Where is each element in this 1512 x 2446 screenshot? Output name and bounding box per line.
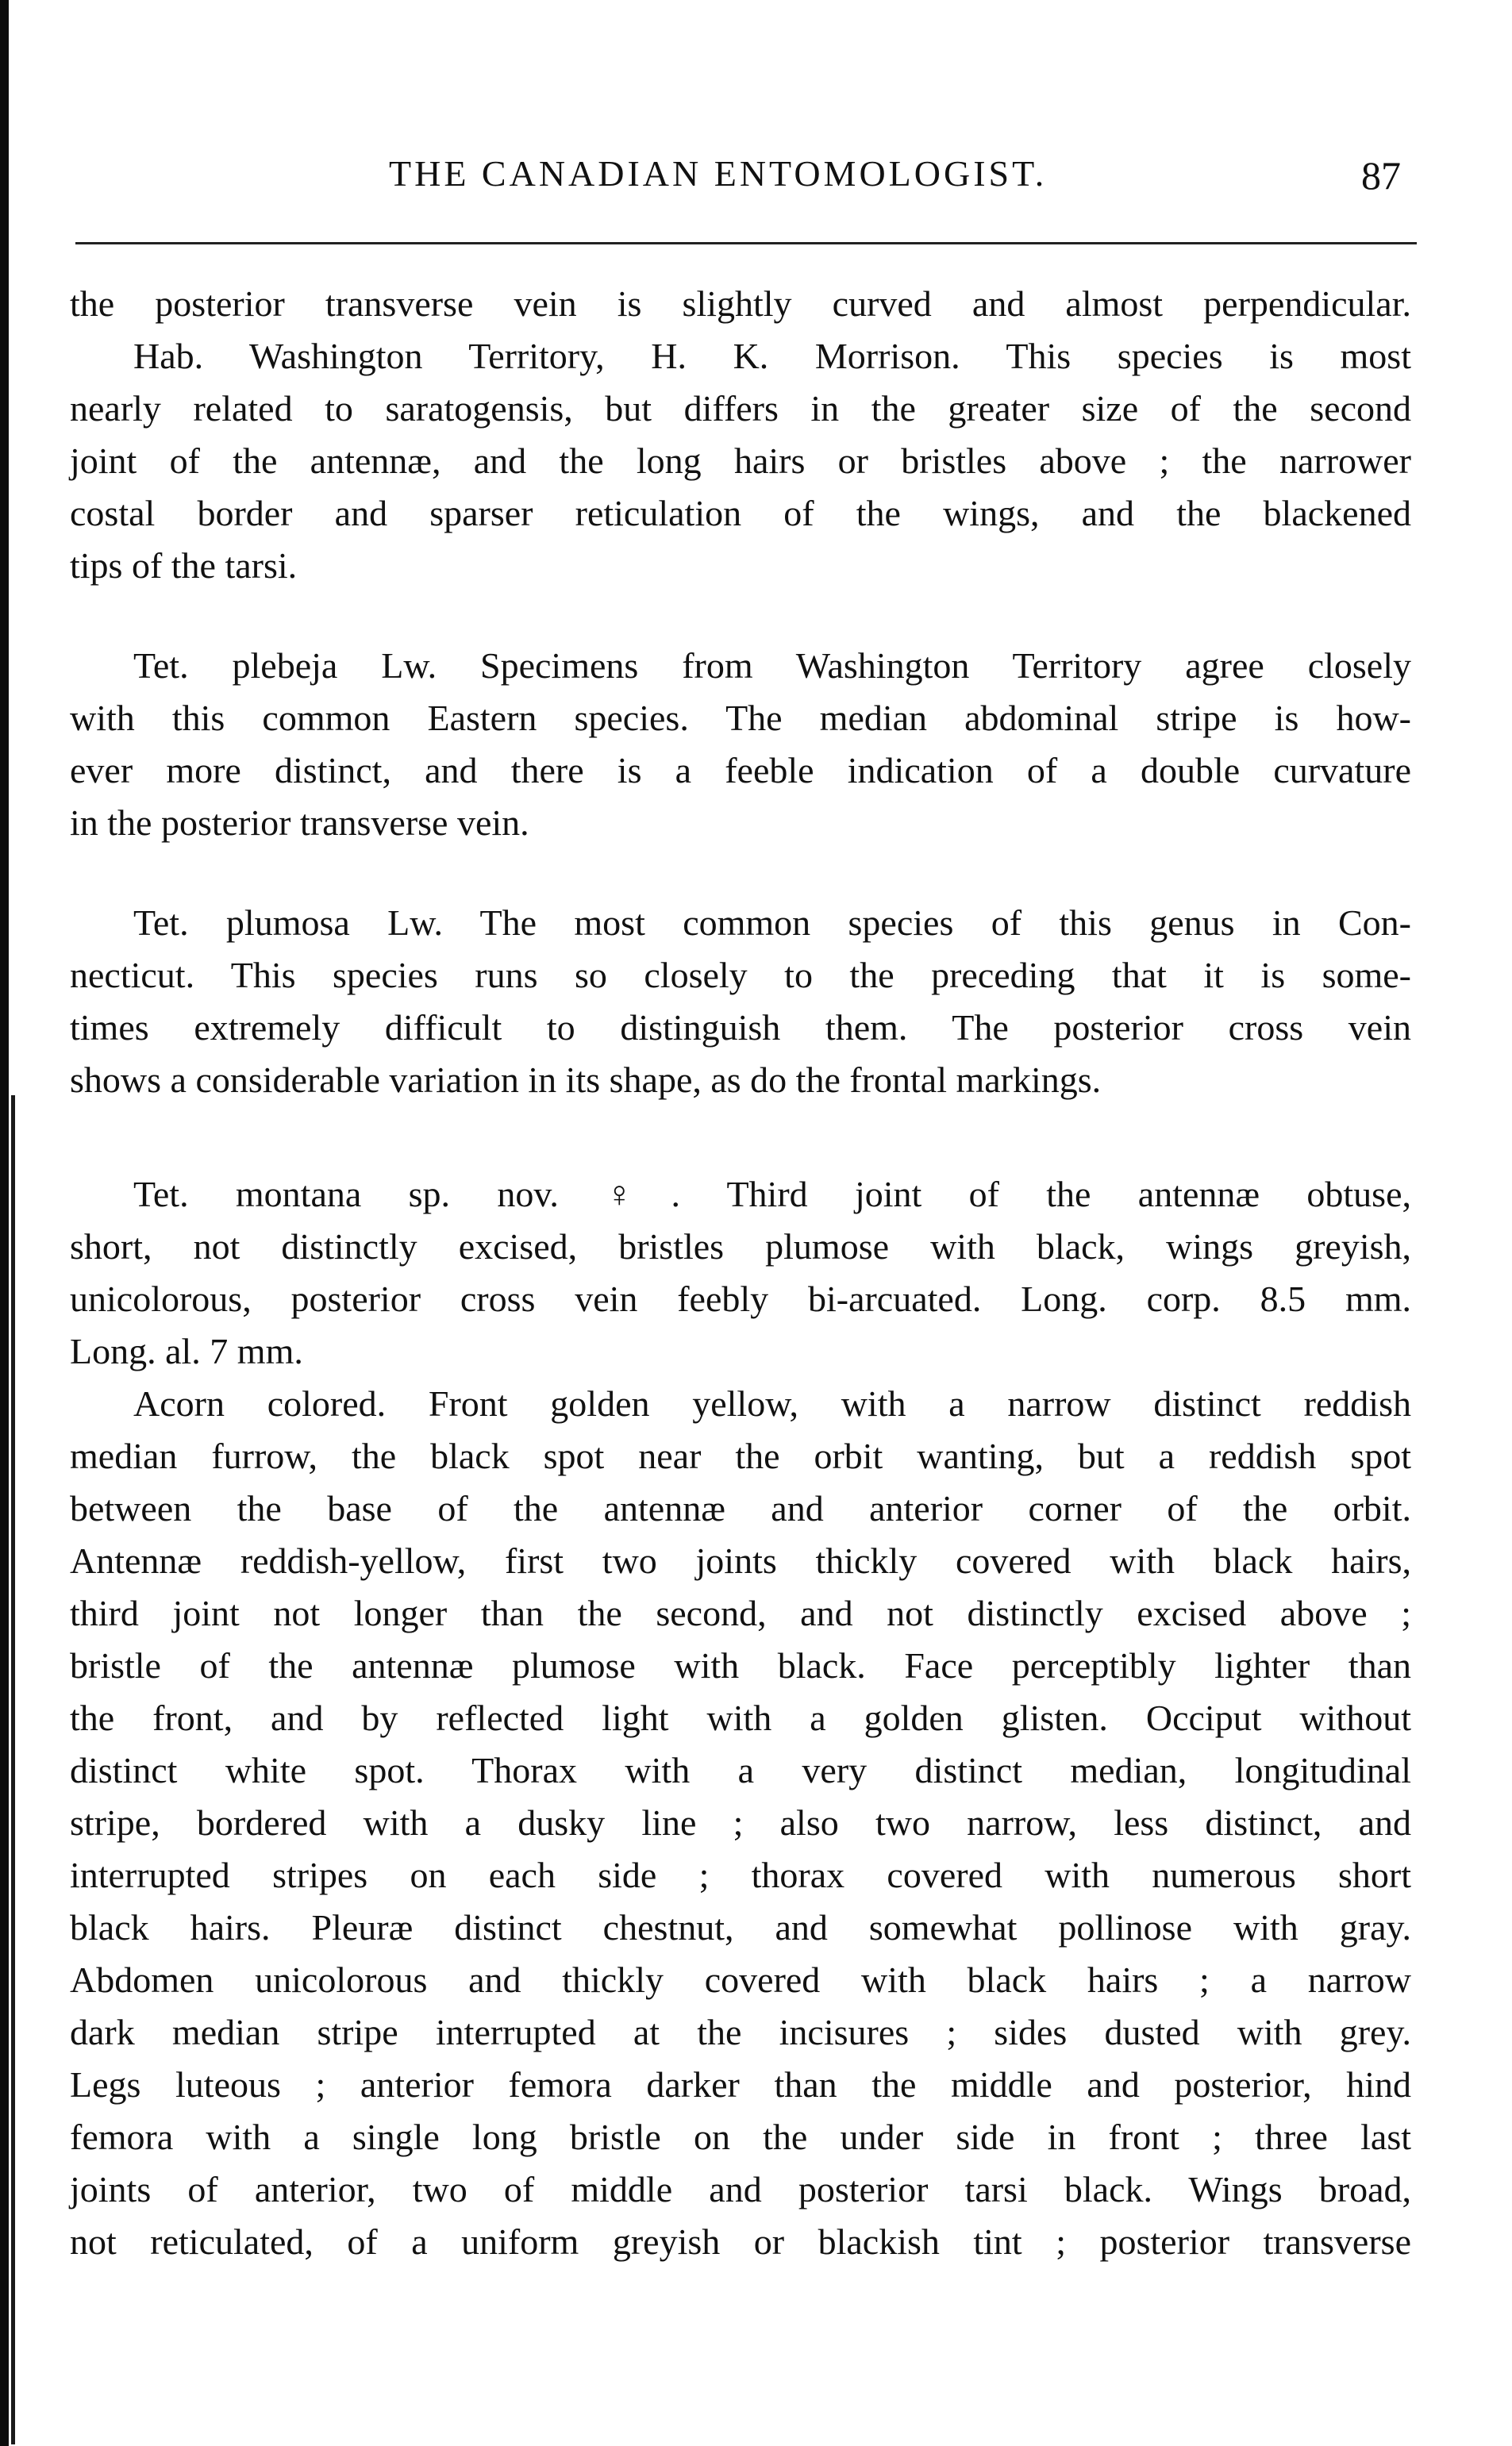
text-line: Acorn colored. Front golden yellow, with a narrow distinct reddish — [133, 1383, 1411, 1424]
text-line: shows a considerable variation in its shape, as do the frontal markings. — [70, 1060, 1102, 1100]
page-binding-edge — [0, 0, 9, 2446]
text-line: in the posterior transverse vein. — [70, 802, 529, 843]
text-line: distinct white spot. Thorax with a very distinct median, longitudinal — [70, 1750, 1411, 1790]
journal-title: THE CANADIAN ENTOMOLOGIST. — [389, 153, 1048, 194]
text-line: Long. al. 7 mm. — [70, 1331, 303, 1371]
text-line: Tet. montana sp. nov. ♀. Third joint of the antennæ obtuse, — [133, 1174, 1411, 1214]
running-head — [71, 152, 1401, 200]
text-line: the front, and by reflected light with a golden glisten. Occiput without — [70, 1698, 1411, 1738]
text-line: joint of the antennæ, and the long hairs or bristles above ; the narrower — [70, 440, 1411, 481]
text-line: third joint not longer than the second, and not distinctly excised above ; — [70, 1593, 1411, 1633]
text-line: interrupted stripes on each side ; thorax covered with numerous short — [70, 1855, 1411, 1895]
page-binding-shadow — [11, 1095, 15, 2444]
text-line: bristle of the antennæ plumose with black. Face perceptibly lighter than — [70, 1645, 1411, 1686]
text-line: necticut. This species runs so closely to the preceding that it is some- — [70, 955, 1411, 995]
text-line: Tet. plebeja Lw. Specimens from Washington Territory agree closely — [133, 645, 1411, 686]
text-line: femora with a single long bristle on the under side in front ; three last — [70, 2117, 1411, 2157]
text-line: median furrow, the black spot near the orbit wanting, but a reddish spot — [70, 1436, 1411, 1476]
text-line: Antennæ reddish-yellow, first two joints thickly covered with black hairs, — [70, 1540, 1411, 1581]
text-line: between the base of the antennæ and anterior corner of the orbit. — [70, 1488, 1411, 1529]
text-line: joints of anterior, two of middle and posterior tarsi black. Wings broad, — [70, 2169, 1411, 2209]
text-line: stripe, bordered with a dusky line ; also two narrow, less distinct, and — [70, 1802, 1411, 1843]
text-line: dark median stripe interrupted at the incisures ; sides dusted with grey. — [70, 2012, 1411, 2052]
text-line: Legs luteous ; anterior femora darker than the middle and posterior, hind — [70, 2064, 1411, 2105]
text-line: nearly related to saratogensis, but differs in the greater size of the second — [70, 388, 1411, 429]
body-text — [70, 278, 1411, 2268]
text-line: costal border and sparser reticulation of the wings, and the blackened — [70, 493, 1411, 533]
text-line: the posterior transverse vein is slightly curved and almost perpendicular. — [70, 283, 1411, 324]
text-line: times extremely difficult to distinguish them. The posterior cross vein — [70, 1007, 1411, 1048]
text-line: tips of the tarsi. — [70, 545, 298, 586]
text-line: ever more distinct, and there is a feeble indication of a double curvature — [70, 750, 1411, 790]
text-line: short, not distinctly excised, bristles plumose with black, wings greyish, — [70, 1226, 1411, 1267]
text-line: Abdomen unicolorous and thickly covered with black hairs ; a narrow — [70, 1959, 1411, 2000]
text-line: unicolorous, posterior cross vein feebly bi-arcuated. Long. corp. 8.5 mm. — [70, 1279, 1411, 1319]
header-rule — [75, 242, 1417, 244]
text-line: Hab. Washington Territory, H. K. Morrison. This species is most — [133, 336, 1411, 376]
text-line: black hairs. Pleuræ distinct chestnut, and somewhat pollinose with gray. — [70, 1907, 1411, 1948]
text-line: not reticulated, of a uniform greyish or blackish tint ; posterior transverse — [70, 2221, 1411, 2262]
page-number: 87 — [1361, 153, 1401, 198]
text-line: Tet. plumosa Lw. The most common species of this genus in Con- — [133, 902, 1411, 943]
text-line: with this common Eastern species. The median abdominal stripe is how- — [70, 698, 1411, 738]
